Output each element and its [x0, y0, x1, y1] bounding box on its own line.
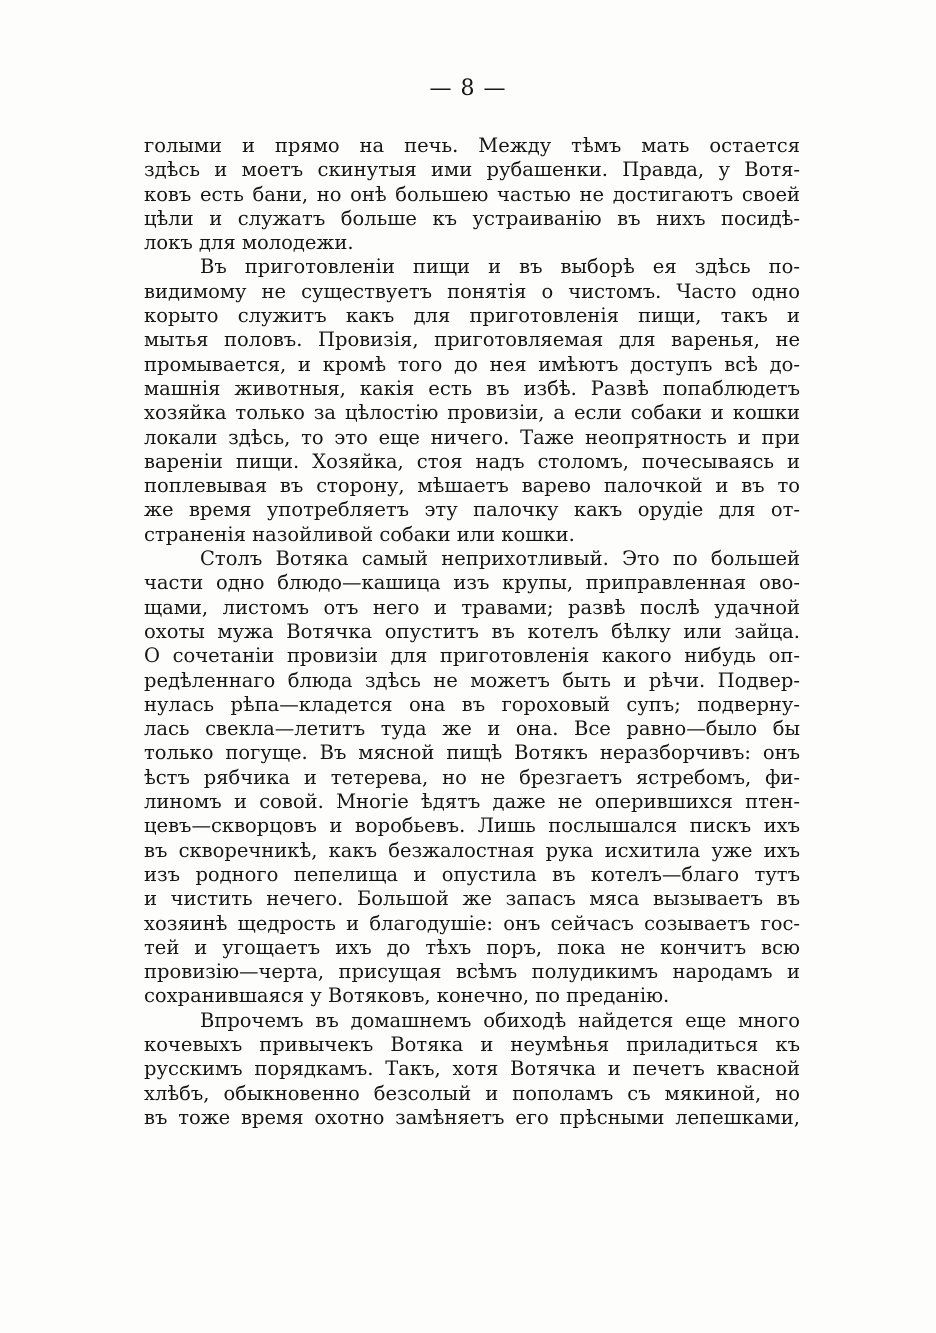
text-line: кочевыхъ привычекъ Вотяка и неумѣнья приладиться къ	[144, 1032, 800, 1056]
text-line: вареніи пищи. Хозяйка, стоя надъ столомъ, почесываясь и	[144, 449, 800, 473]
paragraph-2	[144, 255, 800, 547]
text-line: корыто служитъ какъ для приготовленія пищи, такъ и	[144, 304, 800, 328]
text-line: цевъ—скворцовъ и воробьевъ. Лишь послышался пискъ ихъ	[144, 814, 800, 838]
text-line: сохранившаяся у Вотяковъ, конечно, по преданію.	[144, 984, 670, 1008]
text-line: промывается, и кромѣ того до нея имѣютъ доступъ всѣ до-	[144, 352, 800, 376]
text-line: части одно блюдо—кашица изъ крупы, приправленная ово-	[144, 571, 800, 595]
page-number: — 8 —	[429, 76, 507, 101]
text-line: нулась рѣпа—кладется она въ гороховый супъ; подверну-	[144, 692, 800, 716]
text-line: же время употребляетъ эту палочку какъ орудіе для от-	[144, 498, 800, 522]
text-line: Впрочемъ въ домашнемъ обиходѣ найдется еще много	[200, 1008, 800, 1032]
paragraph-4	[144, 1009, 800, 1130]
text-line: видимому не существуетъ понятія о чистомъ. Часто одно	[144, 279, 800, 303]
text-line: изъ родного пепелища и опустила въ котелъ—благо тутъ	[144, 862, 800, 886]
text-line: линомъ и совой. Многіе ѣдятъ даже не оперившихся птен-	[144, 790, 800, 814]
text-line: локъ для молодежи.	[144, 231, 354, 255]
text-line: ковъ есть бани, но онѣ большею частью не достигаютъ своей	[144, 182, 800, 206]
text-line: хозяинѣ щедрость и благодушіе: онъ сейчасъ созываетъ гос-	[144, 911, 800, 935]
text-line: щами, листомъ отъ него и травами; развѣ послѣ удачной	[144, 595, 800, 619]
text-line: страненія назойливой собаки или кошки.	[144, 522, 575, 546]
text-line: Въ приготовленіи пищи и въ выборѣ ея здѣсь по-	[200, 255, 800, 279]
text-line: лась свекла—летитъ туда же и она. Все равно—было бы	[144, 717, 800, 741]
text-line: въ скворечникѣ, какъ безжалостная рука исхитила уже ихъ	[144, 838, 800, 862]
text-line: въ тоже время охотно замѣняетъ его прѣсными лепешками,	[144, 1105, 800, 1129]
text-line: Столъ Вотяка самый неприхотливый. Это по большей	[200, 547, 800, 571]
text-line: машнія животныя, какія есть въ избѣ. Развѣ попаблюдетъ	[144, 376, 800, 400]
text-line: локали здѣсь, то это еще ничего. Таже неопрятность и при	[144, 425, 800, 449]
text-line: мытья половъ. Провизія, приготовляемая для варенья, не	[144, 328, 800, 352]
text-line: и чистить нечего. Большой же запасъ мяса вызываетъ въ	[144, 887, 800, 911]
text-line: хозяйка только за цѣлостію провизіи, а если собаки и кошки	[144, 401, 800, 425]
text-line: провизію—черта, присущая всѣмъ полудикимъ народамъ и	[144, 960, 800, 984]
text-line: хлѣбъ, обыкновенно безсолый и пополамъ съ мякиной, но	[144, 1081, 800, 1105]
text-line: только погуще. Въ мясной пищѣ Вотякъ неразборчивъ: онъ	[144, 741, 800, 765]
text-line: здѣсь и моетъ скинутыя ими рубашенки. Правда, у Вотя-	[144, 158, 800, 182]
text-line: цѣли и служатъ больше къ устраиванію въ нихъ посидѣ-	[144, 206, 800, 230]
body-text	[144, 134, 800, 1130]
text-line: ѣстъ рябчика и тетерева, но не брезгаетъ ястребомъ, фи-	[144, 765, 800, 789]
text-line: голыми и прямо на печь. Между тѣмъ мать остается	[144, 134, 800, 157]
text-line: тей и угощаетъ ихъ до тѣхъ поръ, пока не кончитъ всю	[144, 935, 800, 959]
text-line: русскимъ порядкамъ. Такъ, хотя Вотячка и печетъ квасной	[144, 1057, 800, 1081]
text-line: редѣленнаго блюда здѣсь не можетъ быть и рѣчи. Подвер-	[144, 668, 800, 692]
text-line: О сочетаніи провизіи для приготовленія какого нибудь оп-	[144, 644, 800, 668]
paragraph-1	[144, 134, 800, 255]
text-line: поплевывая въ сторону, мѣшаетъ варево палочкой и въ то	[144, 474, 800, 498]
text-line: охоты мужа Вотячка опуститъ въ котелъ бѣлку или зайца.	[144, 619, 800, 643]
paragraph-3	[144, 547, 800, 1009]
